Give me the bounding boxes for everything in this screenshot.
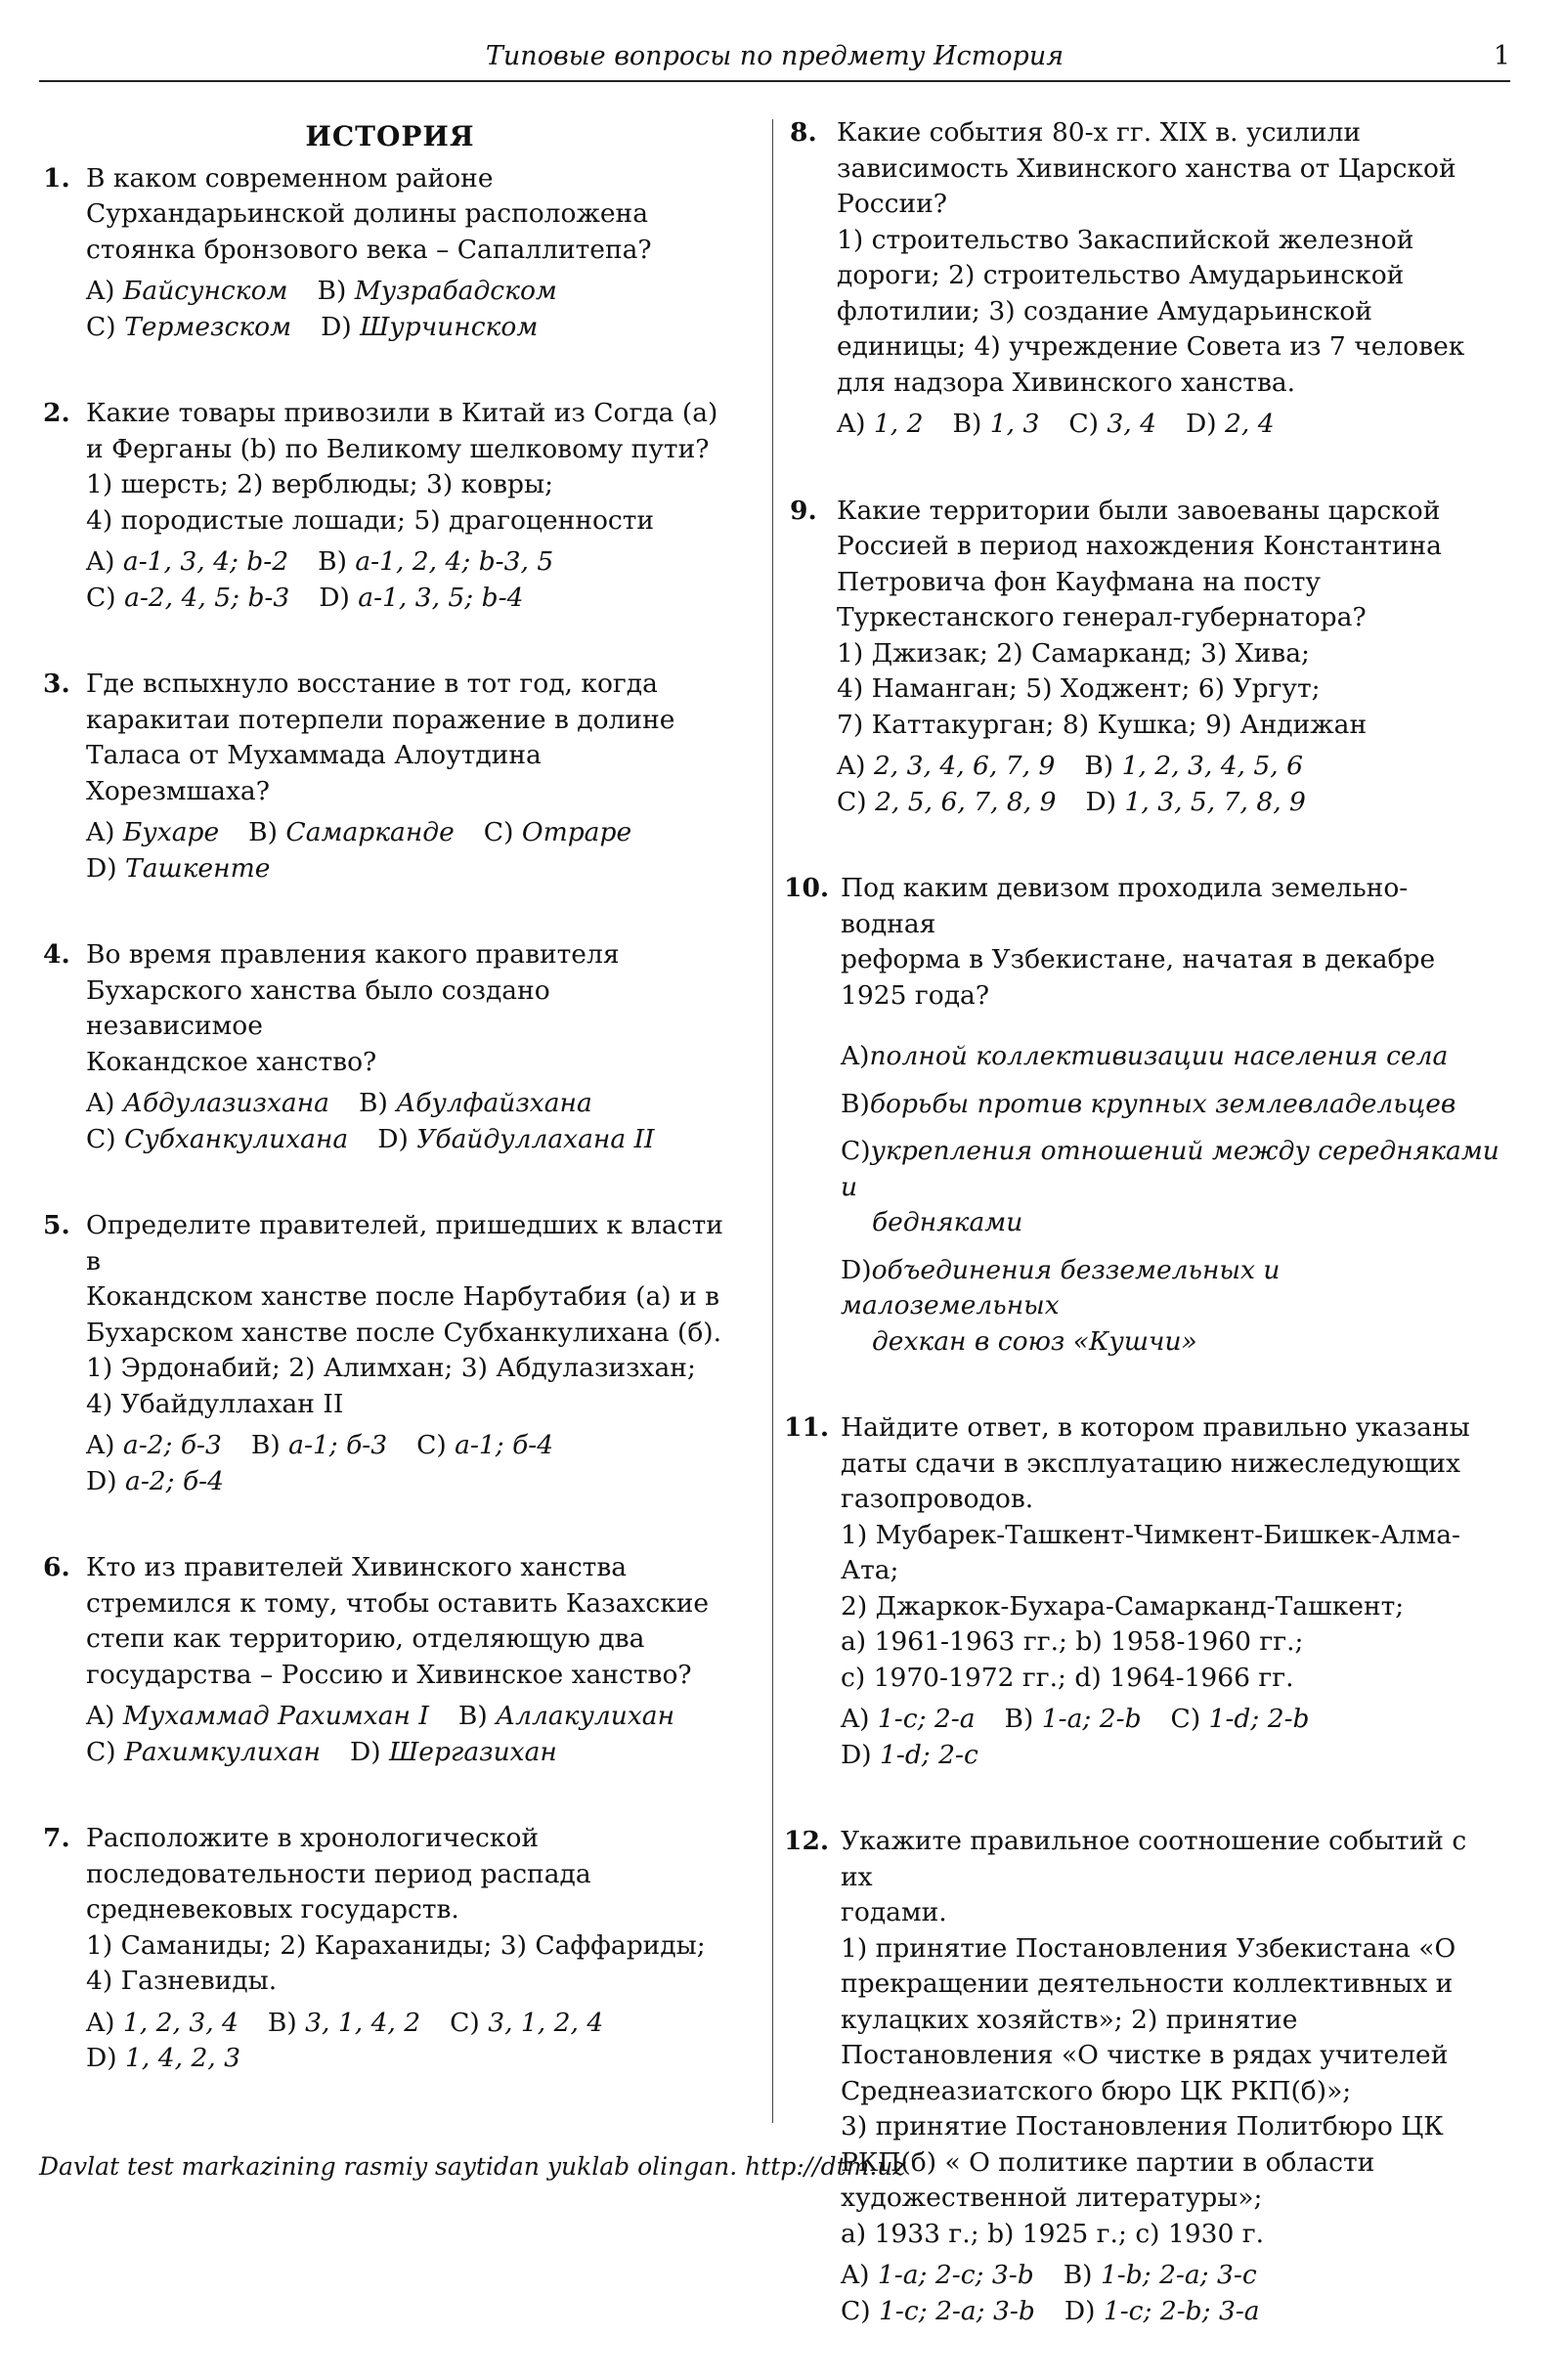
answer-value: Убайдуллахана II — [416, 1123, 655, 1154]
answer-value: Аллакулихан — [496, 1701, 675, 1731]
answer-letter: D) — [377, 1123, 409, 1154]
answer-value: Ташкенте — [125, 852, 271, 884]
answer-option — [837, 785, 1056, 821]
answer-value: 1, 3 — [989, 409, 1040, 439]
answer-line — [841, 1738, 1502, 1774]
answer-letter: B) — [358, 1088, 388, 1118]
question-number: 6. — [43, 1552, 70, 1582]
answer-line — [86, 2041, 727, 2077]
answer-letter: A) — [86, 817, 115, 847]
answer-letter: D) — [1085, 786, 1117, 817]
question-text: Какие территории были завоеваны царской Россией в период нахождения Константина Петровича фон Кауфмана на посту Туркестанского генерал-губернатора? 1) Джизак; 2) Самарканд; 3) Хива; 4) Наманган; 5) Ходжент; 6) Ургут; 7) Каттакурган; 8) Кушка; 9) Андижан — [837, 495, 1442, 740]
header-title: Типовые вопросы по предмету История — [485, 41, 1064, 71]
answer-options — [86, 2006, 727, 2077]
answer-value: а-1; б-3 — [288, 1430, 388, 1460]
answer-option — [1171, 1702, 1310, 1738]
answer-value: Мухаммад Рахимхан I — [122, 1701, 429, 1731]
answer-value: a-2, 4, 5; b-3 — [124, 582, 290, 613]
answer-option — [359, 1086, 592, 1122]
answer-line — [86, 851, 727, 887]
answer-value: Абулфайзхана — [396, 1088, 592, 1118]
answer-option — [86, 1086, 329, 1122]
answer-line — [86, 815, 727, 851]
answer-line — [86, 1735, 727, 1771]
answer-letter: A) — [86, 2007, 115, 2038]
footer-source: Davlat test markazining rasmiy saytidan yuklab olingan. http://dtm.uz — [39, 2152, 906, 2181]
answer-letter: B) — [1084, 751, 1114, 781]
answer-options — [86, 1428, 727, 1499]
question-text: Кто из правителей Хивинского ханства стремился к тому, чтобы оставить Казахские степи как территорию, отделяющую два государства – Россию и Хивинское ханство? — [86, 1552, 710, 1690]
answer-option — [86, 544, 288, 581]
answer-letter: A) — [86, 1430, 115, 1460]
answer-option — [841, 1087, 1502, 1123]
answer-option — [1005, 1702, 1142, 1738]
answer-value: Субханкулихана — [124, 1123, 349, 1154]
answer-option — [86, 1122, 348, 1158]
answer-option — [841, 2258, 1034, 2294]
answer-letter: D) — [321, 311, 352, 342]
answer-letter: C) — [483, 817, 514, 847]
page-number: 1 — [1493, 41, 1510, 71]
answer-line — [86, 2006, 727, 2042]
answer-letter: D) — [350, 1736, 381, 1767]
answer-option — [841, 1134, 1502, 1241]
answer-value: 1, 4, 2, 3 — [125, 2043, 241, 2073]
answer-value: Самарканде — [285, 817, 455, 847]
answer-options — [841, 1702, 1502, 1773]
answer-value: 1, 2, 3, 4, 5, 6 — [1121, 751, 1303, 781]
answer-letter: D) — [86, 852, 117, 884]
answer-option — [1084, 749, 1303, 785]
answer-letter: B) — [250, 1430, 281, 1460]
answer-letter: B) — [267, 2007, 297, 2038]
answer-option — [86, 1735, 321, 1771]
question-number: 12. — [784, 1826, 830, 1856]
answer-letter: C) — [841, 1136, 871, 1166]
answer-line — [86, 1122, 727, 1158]
right-question-list — [784, 115, 1502, 2329]
answer-letter: D) — [1185, 409, 1217, 439]
answer-options — [841, 2258, 1502, 2329]
answer-value: 1, 2 — [873, 409, 924, 439]
answer-line — [837, 749, 1502, 785]
answer-option — [450, 2006, 603, 2042]
question-number: 5. — [43, 1210, 70, 1240]
answer-options — [837, 749, 1502, 820]
answer-value-continued: бедняками — [872, 1207, 1023, 1237]
left-question-list — [43, 161, 727, 2077]
answer-options — [86, 274, 727, 345]
answer-value: 1-a; 2-b — [1041, 1704, 1142, 1734]
answer-letter: C) — [837, 786, 867, 817]
answer-value: 1-d; 2-b — [1208, 1704, 1310, 1734]
answer-letter: D) — [1064, 2295, 1096, 2326]
answer-option — [86, 274, 288, 310]
answer-letter: D) — [841, 1254, 872, 1285]
answer-letter: B) — [1004, 1704, 1034, 1734]
answer-letter: C) — [86, 1736, 116, 1767]
answer-line — [837, 785, 1502, 821]
answer-line — [86, 544, 727, 581]
answer-option — [86, 851, 270, 887]
answer-value-continued: дехкан в союз «Кушчи» — [872, 1325, 1197, 1357]
answer-options — [86, 815, 727, 887]
left-column — [43, 115, 727, 2128]
answer-options — [841, 1039, 1502, 1360]
answer-letter: B) — [952, 409, 982, 439]
answer-letter: A) — [841, 2260, 870, 2290]
answer-option — [321, 310, 538, 346]
answer-value: 1-b; 2-a; 3-c — [1100, 2260, 1257, 2290]
answer-letter: B) — [1063, 2260, 1093, 2290]
answer-option — [1186, 407, 1275, 443]
answer-line — [86, 1428, 727, 1464]
question-item — [784, 871, 1502, 1360]
question-number: 2. — [43, 398, 70, 428]
answer-value: 1-c; 2-a; 3-b — [879, 2295, 1035, 2326]
answer-value: Рахимкулихан — [124, 1736, 322, 1767]
answer-value: 3, 1, 2, 4 — [488, 2007, 604, 2038]
answer-value: а-2; б-3 — [122, 1430, 222, 1460]
answer-option — [268, 2006, 420, 2042]
answer-option — [86, 1428, 222, 1464]
answer-value: a-1, 3, 4; b-2 — [122, 546, 289, 577]
answer-letter: A) — [837, 751, 866, 781]
answer-option — [251, 1428, 387, 1464]
answer-options — [86, 1086, 727, 1157]
answer-value: а-2; б-4 — [125, 1465, 224, 1496]
answer-options — [86, 544, 727, 616]
answer-option — [318, 544, 553, 581]
answer-option — [86, 2006, 239, 2042]
question-item — [43, 937, 727, 1157]
answer-value: 2, 5, 6, 7, 8, 9 — [875, 786, 1057, 817]
answer-letter: D) — [86, 1465, 117, 1496]
question-number: 9. — [790, 495, 817, 526]
question-item — [43, 161, 727, 346]
answer-option — [86, 2041, 240, 2077]
question-number: 1. — [43, 162, 70, 194]
answer-letter: D) — [841, 1739, 872, 1770]
answer-option — [86, 581, 289, 617]
answer-line — [86, 1086, 727, 1122]
answer-line — [86, 1464, 727, 1500]
question-number: 4. — [43, 939, 70, 970]
answer-letter: A) — [86, 546, 115, 577]
question-text: Расположите в хронологической последовательности период распада средневековых государств. 1) Саманиды; 2) Караханиды; 3) Саффариды; 4) Газневиды. — [86, 1823, 706, 1996]
answer-line — [841, 2294, 1502, 2330]
answer-line — [841, 1702, 1502, 1738]
answer-line — [837, 407, 1502, 443]
question-item — [43, 1821, 727, 2077]
answer-line — [86, 310, 727, 346]
answer-value: полной коллективизации населения села — [869, 1041, 1449, 1071]
answer-value: 1, 3, 5, 7, 8, 9 — [1124, 786, 1306, 817]
answer-option — [841, 1039, 1502, 1075]
answer-value: a-1, 2, 4; b-3, 5 — [355, 546, 554, 577]
answer-line — [86, 1699, 727, 1735]
answer-letter: A) — [841, 1704, 870, 1734]
answer-option — [484, 815, 631, 851]
answer-option — [837, 749, 1055, 785]
answer-value: укрепления отношений между середняками и — [841, 1136, 1499, 1202]
answer-value: Отраре — [521, 817, 632, 847]
question-text: Определите правителей, пришедших к власти в Кокандском ханстве после Нарбутабия (а) и в Бухарском ханстве после Субханкулихана (б). 1) Эрдонабий; 2) Алимхан; 3) Абдулазизхан; 4) Убайдуллахан II — [86, 1210, 723, 1419]
answer-option — [377, 1122, 654, 1158]
answer-value: 1-d; 2-c — [880, 1739, 978, 1770]
question-number: 8. — [790, 117, 817, 148]
answer-option — [458, 1699, 674, 1735]
answer-letter: B) — [248, 817, 278, 847]
question-number: 7. — [43, 1823, 70, 1853]
answer-letter: C) — [450, 2007, 480, 2038]
answer-option — [837, 407, 924, 443]
question-text: Найдите ответ, в котором правильно указаны даты сдачи в эксплуатацию нижеследующих газопроводов. 1) Мубарек-Ташкент-Чимкент-Бишкек-Алма- Ата; 2) Джаркок-Бухара-Самарканд-Ташкент; a) 1961-1963 гг.; b) 1958-1960 гг.; c) 1970-1972 гг.; d) 1964-1966 гг. — [841, 1412, 1470, 1693]
answer-option — [841, 2294, 1035, 2330]
answer-option — [350, 1735, 557, 1771]
answer-option — [319, 581, 523, 617]
answer-option — [318, 274, 557, 310]
answer-letter: A) — [841, 1041, 870, 1071]
answer-value: Бухаре — [122, 817, 220, 847]
answer-letter: B) — [318, 546, 347, 577]
answer-line — [841, 2258, 1502, 2294]
answer-option — [86, 310, 291, 346]
answer-option — [86, 815, 219, 851]
answer-letter: C) — [841, 2295, 871, 2326]
answer-letter: A) — [86, 1088, 115, 1118]
answer-option — [416, 1428, 553, 1464]
answer-letter: D) — [319, 582, 350, 613]
answer-option — [86, 1699, 429, 1735]
answer-value: Шергазихан — [389, 1736, 557, 1767]
answer-value: объединения безземельных и малоземельных — [841, 1254, 1281, 1320]
answer-letter: C) — [86, 311, 116, 342]
answer-letter: C) — [416, 1430, 447, 1460]
answer-letter: B) — [457, 1701, 488, 1731]
answer-value: 3, 1, 4, 2 — [305, 2007, 421, 2038]
answer-value: 1-c; 2-a — [877, 1704, 976, 1734]
question-item — [784, 494, 1502, 821]
answer-value: 1-c; 2-b; 3-a — [1103, 2295, 1260, 2326]
answer-letter: C) — [1170, 1704, 1201, 1734]
answer-letter: C) — [1068, 409, 1099, 439]
answer-option — [86, 1464, 224, 1500]
question-item — [784, 1410, 1502, 1773]
answer-options — [837, 407, 1502, 443]
answer-line — [86, 581, 727, 617]
question-text: Во время правления какого правителя Бухарского ханства было создано независимое Кокандское ханство? — [86, 939, 620, 1077]
answer-line — [86, 274, 727, 310]
page-header — [39, 39, 1510, 82]
answer-value: Шурчинском — [360, 311, 539, 342]
answer-options — [86, 1699, 727, 1770]
question-text: Укажите правильное соотношение событий с их годами. 1) принятие Постановления Узбекистана «О прекращении деятельности коллективных и кулацких хозяйств»; 2) принятие Постановления «О чистке в рядах учителей Среднеазиатского бюро ЦК РКП(б)»; 3) принятие Постановления Политбюро ЦК РКП(б) « О политике партии в области художественной литературы»; a) 1933 г.; b) 1925 г.; c) 1930 г. — [841, 1826, 1467, 2249]
answer-option — [841, 1253, 1502, 1361]
question-text: Где вспыхнуло восстание в тот год, когда каракитаи потерпели поражение в долине Таласа от Мухаммада Алоутдина Хорезмшаха? — [86, 669, 675, 806]
answer-letter: C) — [86, 582, 116, 613]
answer-option — [1064, 2294, 1260, 2330]
answer-letter: A) — [86, 276, 115, 306]
answer-letter: D) — [86, 2043, 117, 2073]
answer-letter: A) — [837, 409, 866, 439]
question-item — [784, 115, 1502, 443]
question-number: 10. — [784, 873, 830, 903]
answer-value: а-1; б-4 — [455, 1430, 554, 1460]
section-heading: ИСТОРИЯ — [305, 120, 475, 152]
answer-option — [841, 1738, 978, 1774]
answer-letter: A) — [86, 1701, 115, 1731]
question-item — [43, 1550, 727, 1770]
answer-option — [248, 815, 455, 851]
answer-value: Абдулазизхана — [122, 1088, 329, 1118]
question-text: Какие товары привозили в Китай из Согда (a) и Ферганы (b) по Великому шелковому пути? 1) шерсть; 2) верблюды; 3) ковры; 4) породистые лошади; 5) драгоценности — [86, 398, 718, 536]
question-item — [43, 1208, 727, 1499]
answer-option — [1085, 785, 1305, 821]
answer-value: 2, 3, 4, 6, 7, 9 — [873, 751, 1056, 781]
question-text: Под каким девизом проходила земельно-водная реформа в Узбекистане, начатая в декабре 1925 года? — [841, 873, 1436, 1011]
answer-value: 1, 2, 3, 4 — [122, 2007, 239, 2038]
answer-letter: C) — [86, 1123, 116, 1154]
answer-option — [841, 1702, 976, 1738]
answer-value: Музрабадском — [354, 276, 557, 306]
right-column — [784, 115, 1502, 2380]
answer-letter: B) — [317, 276, 347, 306]
answer-value: 2, 4 — [1225, 409, 1275, 439]
answer-option — [953, 407, 1040, 443]
question-number: 11. — [784, 1412, 830, 1443]
question-item — [43, 667, 727, 887]
question-text: Какие события 80-х гг. XIX в. усилили зависимость Хивинского ханства от Царской России? 1) строительство Закаспийской железной дороги; 2) строительство Амударьинской флотилии; 3) создание Амударьинской единицы; 4) учреждение Совета из 7 человек для надзора Хивинского ханства. — [837, 117, 1465, 398]
answer-value: 1-a; 2-c; 3-b — [877, 2260, 1034, 2290]
question-item — [784, 1824, 1502, 2329]
answer-option — [1068, 407, 1156, 443]
question-text: В каком современном районе Сурхандарьинской долины расположена стоянка бронзового века – Сапаллитепа? — [86, 162, 652, 265]
answer-value: a-1, 3, 5; b-4 — [358, 582, 524, 613]
column-divider — [772, 119, 773, 2123]
answer-value: Термезском — [124, 311, 292, 342]
question-item — [43, 396, 727, 616]
question-number: 3. — [43, 669, 70, 699]
answer-letter: B) — [841, 1088, 870, 1119]
answer-value: Байсунском — [122, 276, 288, 306]
answer-option — [1064, 2258, 1257, 2294]
answer-value: 3, 4 — [1107, 409, 1156, 439]
answer-value: борьбы против крупных землевладельцев — [869, 1088, 1456, 1119]
